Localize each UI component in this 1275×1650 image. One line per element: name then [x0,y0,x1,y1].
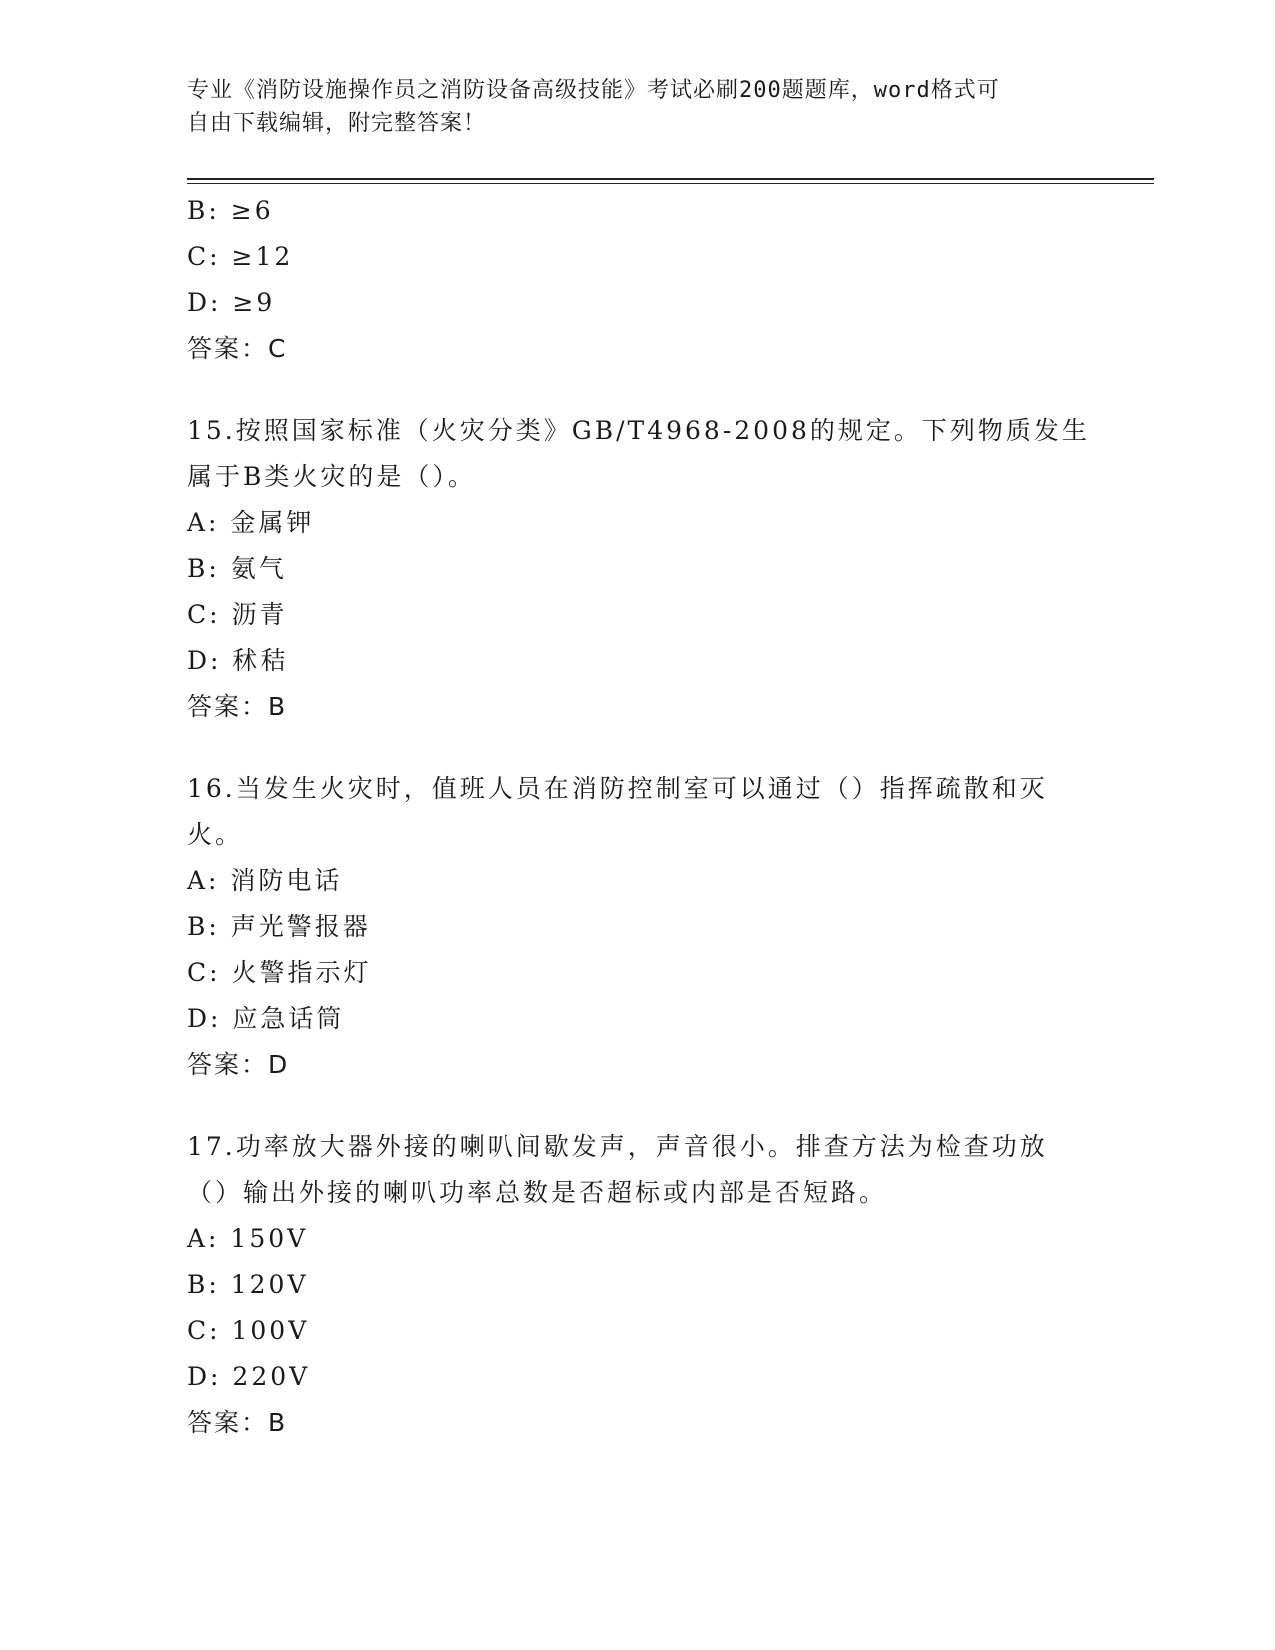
header-divider [187,178,1154,180]
question-text-line: 属于B类火灾的是（）。 [187,462,476,491]
header-line-1: 专业《消防设施操作员之消防设备高级技能》考试必刷200题题库，word格式可 [187,78,1000,103]
option-a: A: 金属钾 [187,508,315,537]
option-c: C: 火警指示灯 [187,958,372,987]
option-b: B: 120V [187,1270,309,1299]
option-b: B: 声光警报器 [187,912,371,941]
answer-line: 答案：B [187,692,288,721]
option-b: B: 氨气 [187,554,287,583]
question-text-line: 火。 [187,820,244,849]
option-a: A: 150V [187,1224,309,1253]
page-header [187,74,1067,140]
option-d: D: 秫秸 [187,646,289,675]
question-16 [187,766,1087,1088]
option-d: D: 应急话筒 [187,1004,345,1033]
spacer [187,372,1087,408]
spacer [187,1088,1087,1124]
answer-line: 答案：C [187,334,288,363]
answer-line: 答案：B [187,1408,288,1437]
prev-question-block [187,188,1087,372]
option-c: C: ≥12 [187,242,294,271]
option-d: D: ≥9 [187,288,276,317]
question-text-line: 16.当发生火灾时，值班人员在消防控制室可以通过（）指挥疏散和灭 [187,774,1048,803]
option-c: C: 100V [187,1316,310,1345]
question-text-line: 17.功率放大器外接的喇叭间歇发声，声音很小。排查方法为检查功放 [187,1132,1048,1161]
option-b: B: ≥6 [187,196,274,225]
header-line-2: 自由下载编辑，附完整答案！ [187,111,487,136]
question-15 [187,408,1090,730]
header-divider-thin [187,183,1154,184]
question-17 [187,1124,1087,1446]
question-list [187,188,1090,1446]
option-d: D: 220V [187,1362,311,1391]
question-text-line: 15.按照国家标准（火灾分类》GB/T4968-2008的规定。下列物质发生 [187,416,1090,445]
option-c: C: 沥青 [187,600,288,629]
answer-line: 答案：D [187,1050,290,1079]
question-text-line: （）输出外接的喇叭功率总数是否超标或内部是否短路。 [187,1178,888,1207]
spacer [187,730,1087,766]
option-a: A: 消防电话 [187,866,343,895]
